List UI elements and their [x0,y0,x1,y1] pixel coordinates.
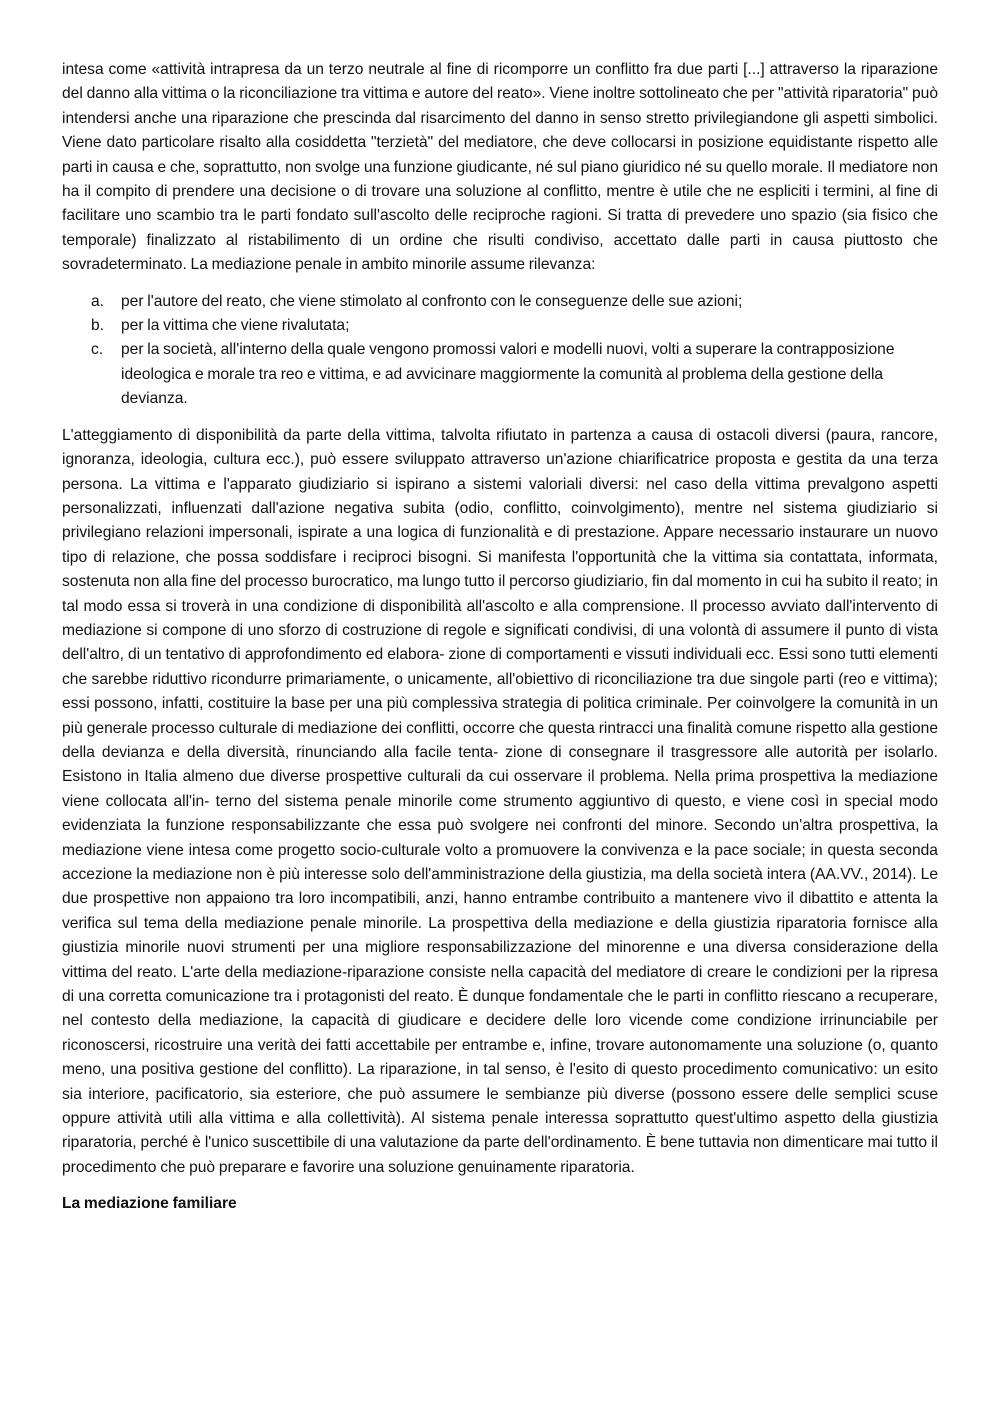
document-page [62,58,938,1217]
list-marker: a. [91,292,105,310]
body-paragraph: intesa come «attività intrapresa da un terzo neutrale al fine di ricomporre un conflitto fra due parti [...] attraverso la riparazione del danno alla vittima o la riconciliazione tra vittima e autore del reato». Viene inoltre sottolineato che per "attività riparatoria" può intendersi anche una riparazione che prescinda dal risarcimento del danno in senso stretto privilegiandone gli aspetti simbolici. Viene dato particolare risalto alla cosiddetta "terzietà" del mediatore, che deve collocarsi in posizione equidistante rispetto alle parti in causa e che, soprattutto, non svolge una funzione giudicante, né sul piano giuridico né su quello morale. Il mediatore non ha il compito di prendere una decisione o di trovare una soluzione al conflitto, mentre è utile che ne espliciti i termini, al fine di facilitare uno scambio tra le parti fondato sull'ascolto delle reciproche ragioni. Si tratta di prevedere uno spazio (sia fisico che temporale) finalizzato al ristabilimento di un ordine che risulti condiviso, accettato dalle parti in causa piuttosto che sovradeterminato. La mediazione penale in ambito minorile assume rilevanza: [62,61,938,274]
list-item [62,314,938,338]
list-marker: b. [91,317,105,335]
list-item [62,338,938,411]
body-paragraph: L'atteggiamento di disponibilità da parte della vittima, talvolta rifiutato in partenza a causa di ostacoli diversi (paura, rancore, ignoranza, ideologia, cultura ecc.), può essere sviluppato attraverso un'azione chiarificatrice proposta e gestita da una terza persona. La vittima e l'apparato giudiziario si ispirano a sistemi valoriali diversi: nel caso della vittima prevalgono aspetti personalizzati, influenzati dall'azione negativa subita (odio, conflitto, coinvolgimento), mentre nel sistema giudiziario si privilegiano relazioni impersonali, ispirate a una logica di funzionalità e di prestazione. Appare necessario instaurare un nuovo tipo di relazione, che possa soddisfare i reciproci bisogni. Si manifesta l'opportunità che la vittima sia contattata, informata, sostenuta non alla fine del processo burocratico, ma lungo tutto il percorso giudiziario, fin dal momento in cui ha subito il reato; in tal modo essa si troverà in una condizione di disponibilità all'ascolto e alla comprensione. Il processo avviato dall'intervento di mediazione si compone di uno sforzo di costruzione di regole e significati condivisi, di una volontà di assumere il punto di vista dell'altro, di un tentativo di approfondimento ed elabora- zione di comportamenti e vissuti individuali ecc. Essi sono tutti elementi che sarebbe riduttivo ricondurre primariamente, o unicamente, all'obiettivo di riconciliazione tra due singole parti (reo e vittima); essi possono, infatti, costituire la base per una più complessiva strategia di politica criminale. Per coinvolgere la comunità in un più generale processo culturale di mediazione dei conflitti, occorre che questa rintracci una finalità comune rispetto alla gestione della devianza e della diversità, rinunciando alla facile tenta- zione di consegnare il trasgressore alle autorità per isolarlo. Esistono in Italia almeno due diverse prospettive culturali da cui osservare il problema. Nella prima prospettiva la mediazione viene collocata all'in- terno del sistema penale minorile come strumento aggiuntivo di questo, e viene così in special modo evidenziata la funzione responsabilizzante che essa può svolgere nei confronti del minore. Secondo un'altra prospettiva, la mediazione viene intesa come progetto socio-culturale volto a promuovere la convivenza e la pace sociale; in questa seconda accezione la mediazione non è più interesse solo dell'amministrazione della giustizia, ma della società intera (AA.VV., 2014). Le due prospettive non appaiono tra loro incompatibili, anzi, hanno entrambe contribuito a mantenere vivo il dibattito e attenta la verifica sul tema della mediazione penale minorile. La prospettiva della mediazione e della giustizia riparatoria fornisce alla giustizia minorile nuovi strumenti per una migliore responsabilizzazione del minorenne e una diversa considerazione della vittima del reato. L'arte della mediazione-riparazione consiste nella capacità del mediatore di creare le condizioni per la ripresa di una corretta comunicazione tra i protagonisti del reato. È dunque fondamentale che le parti in conflitto riescano a recuperare, nel contesto della mediazione, la capacità di giudicare e decidere delle loro vicende come condizione irrinunciabile per riconoscersi, ricostruire una verità dei fatti accettabile per entrambe e, infine, trovare autonomamente una soluzione (o, quanto meno, una positiva gestione del conflitto). La riparazione, in tal senso, è l'esito di questo procedimento comunicativo: un esito sia interiore, pacificatorio, sia esteriore, che può assumere le sembianze più diverse (possono essere delle semplici scuse oppure attività utili alla vittima e alla collettività). Al sistema penale interessa soprattutto quest'ultimo aspetto della giustizia riparatoria, perché è l'unico suscettibile di una valutazione da parte dell'ordinamento. È bene tuttavia non dimenticare mai tutto il procedimento che può preparare e favorire una soluzione genuinamente riparatoria. [62,426,938,1176]
list-marker: c. [91,341,104,359]
list-item [62,290,938,314]
list-item-text: per la vittima che viene rivalutata; [121,317,350,335]
section-heading: La mediazione familiare [62,1195,237,1213]
list-item-text: per la società, all'interno della quale vengono promossi valori e modelli nuovi, volti a superare la contrapposizione ideologica e morale tra reo e vittima, e ad avvicinare maggiormente la comunità al problema della gestione della devianza. [121,341,895,408]
list-item-text: per l'autore del reato, che viene stimolato al confronto con le conseguenze delle sue azioni; [121,292,743,310]
relevance-list [62,290,938,412]
